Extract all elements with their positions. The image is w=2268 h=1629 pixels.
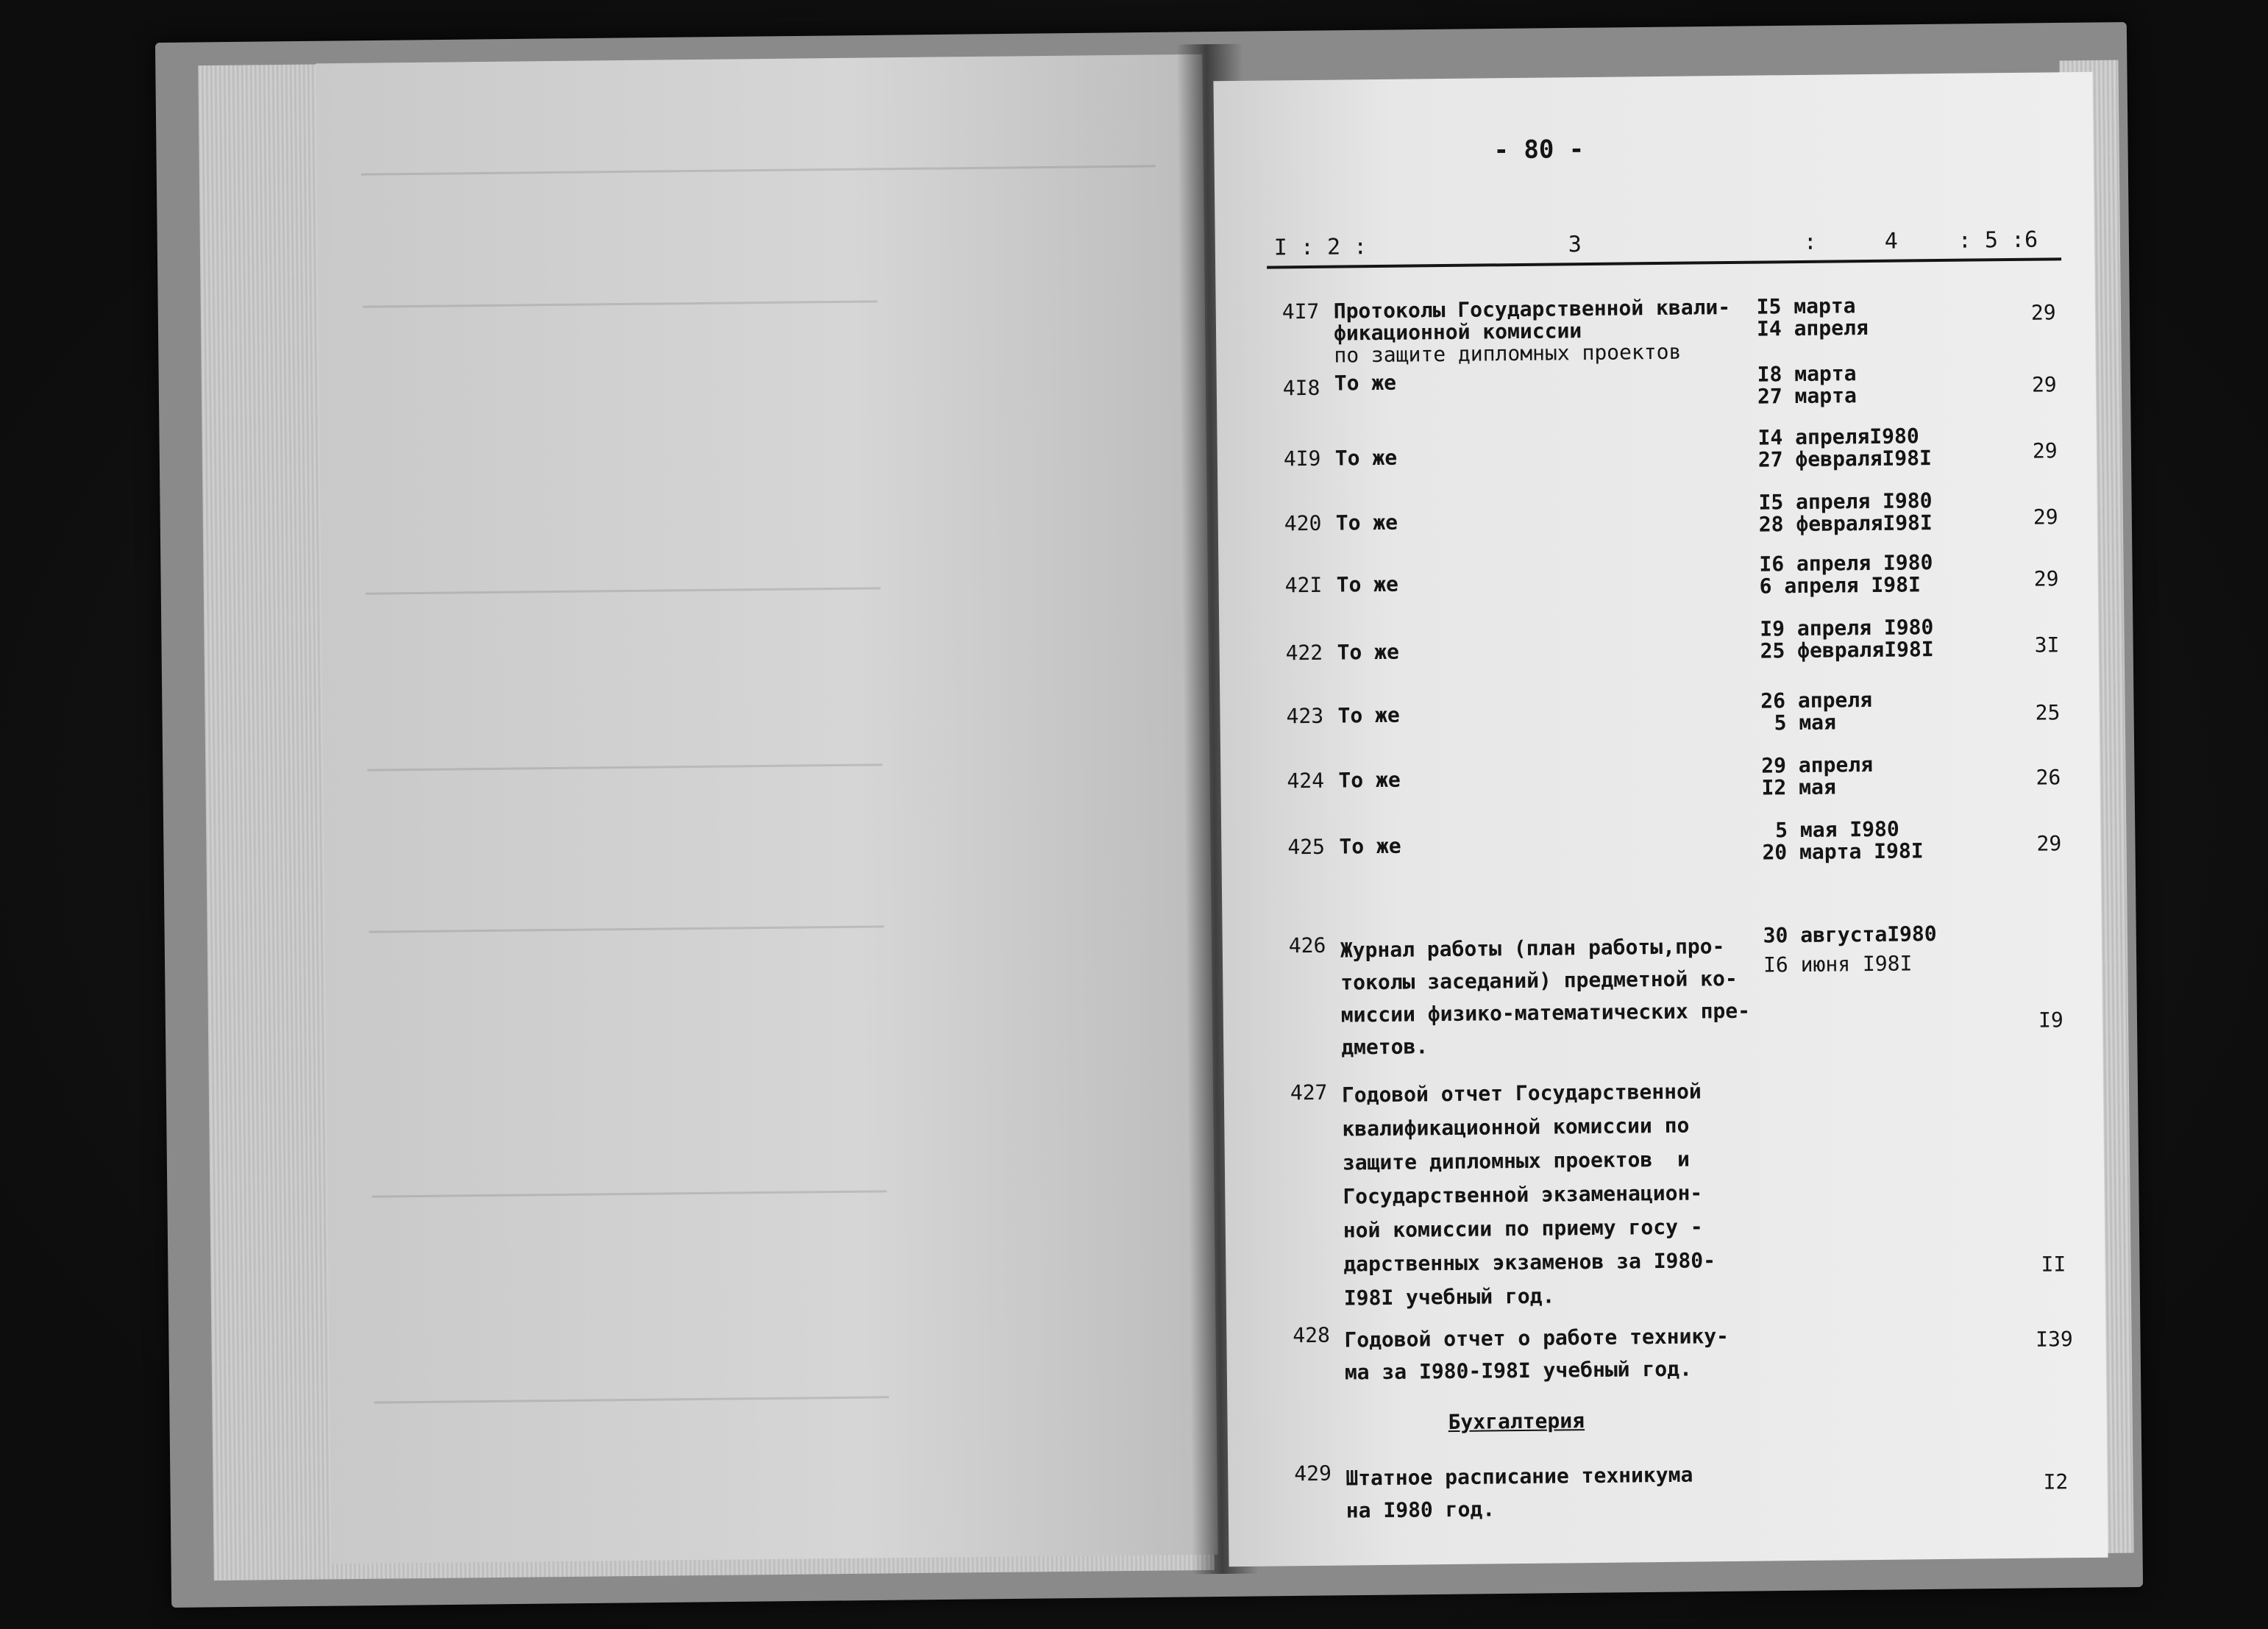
table-row: [1228, 1455, 2107, 1523]
column-header-separator: :: [1803, 229, 1818, 255]
row-date-end: 28 февраляI98I: [1758, 510, 1933, 537]
row-sheets: 29: [2032, 438, 2058, 463]
row-date-start: I4 апреляI980: [1757, 424, 1919, 450]
column-header-3: 3: [1568, 232, 1582, 258]
table-row: [1226, 1316, 2105, 1385]
row-title-line: дарственных экзаменов за I980-: [1343, 1248, 1716, 1277]
row-dates: [1757, 425, 1972, 471]
row-dates: [1759, 552, 1973, 598]
table-row: [1219, 615, 2098, 666]
row-dates: [1757, 294, 1971, 341]
left-page-ghost-line: [369, 925, 884, 933]
row-date-start: 30 августаI980: [1763, 922, 1937, 948]
row-title-line: ма за I980-I98I учебный год.: [1344, 1356, 1693, 1385]
row-number: 4I7: [1281, 299, 1320, 324]
row-title-line: То же: [1336, 571, 1399, 597]
row-date-start: I6 апреля I980: [1759, 550, 1933, 577]
row-number: 4I8: [1282, 375, 1320, 401]
row-title-line: То же: [1338, 767, 1401, 793]
row-date-start: I8 марта: [1757, 361, 1857, 387]
row-date-start: 5 мая I980: [1774, 816, 1899, 843]
table-row: [1217, 424, 2096, 472]
row-dates: [1761, 753, 1975, 799]
row-number: 429: [1294, 1461, 1332, 1486]
row-title-line: Годовой отчет Государственной: [1341, 1079, 1702, 1108]
table-row: [1222, 918, 2101, 1060]
row-title: [1342, 1074, 1763, 1316]
row-title-line: То же: [1337, 639, 1400, 665]
row-number: 426: [1288, 933, 1326, 958]
row-number: 424: [1287, 768, 1325, 794]
row-dates: [1757, 362, 1972, 408]
left-page-ghost-line: [366, 587, 881, 594]
row-title: [1336, 570, 1755, 596]
row-sheets: 26: [2036, 765, 2061, 790]
row-title-line: То же: [1334, 445, 1398, 471]
row-date-end: 5 мая: [1774, 710, 1837, 735]
row-title: [1345, 1458, 1766, 1528]
row-title-line: То же: [1339, 833, 1401, 859]
row-dates: [1763, 919, 1977, 980]
column-header-1-2: I : 2 :: [1273, 234, 1368, 261]
row-title-line: Государственной экзаменацион-: [1343, 1180, 1703, 1209]
table-row: [1224, 1066, 2103, 1311]
row-title-line: квалификационной комиссии по: [1342, 1113, 1690, 1141]
row-title: [1340, 930, 1761, 1064]
row-date-start: I5 марта: [1756, 293, 1856, 319]
row-title-line: фикационной комиссии: [1333, 318, 1582, 346]
row-title-line: Годовой отчет о работе технику-: [1344, 1324, 1730, 1352]
row-title-line: То же: [1334, 370, 1397, 396]
row-sheets: 3I: [2034, 632, 2060, 657]
row-number: 420: [1284, 510, 1322, 536]
left-page: [316, 54, 1217, 1564]
row-date-end: 25 февраляI98I: [1760, 637, 1934, 663]
row-date-end: I2 мая: [1761, 774, 1836, 800]
row-title: [1337, 638, 1756, 664]
row-date-start: 29 апреля: [1761, 752, 1874, 778]
row-title-line: ной комиссии по приему госу -: [1343, 1214, 1703, 1243]
left-page-ghost-line: [374, 1396, 889, 1403]
row-sheets: 25: [2035, 700, 2061, 725]
row-title-line: защите дипломных проектов и: [1342, 1147, 1691, 1175]
row-title-line: То же: [1337, 702, 1400, 728]
row-number: 428: [1293, 1322, 1331, 1348]
row-sheets: 29: [2030, 300, 2056, 325]
row-title: [1339, 832, 1758, 858]
row-title-line: дметов.: [1341, 1034, 1429, 1060]
row-date-end: I6 июня I98I: [1763, 951, 1913, 977]
row-number: 425: [1287, 834, 1326, 860]
row-title-line: по защите дипломных проектов: [1334, 339, 1682, 368]
column-header-5-6: : 5 :6: [1958, 227, 2038, 254]
row-title-line: Протоколы Государственной квали-: [1333, 294, 1731, 324]
table-row: [1220, 737, 2100, 800]
row-title: [1338, 766, 1757, 792]
row-sheets: 29: [2031, 372, 2057, 397]
left-page-ghost-line: [367, 763, 882, 771]
row-title-line: токолы заседаний) предметной ко-: [1340, 966, 1738, 995]
row-number: 4I9: [1283, 446, 1321, 471]
row-sheets: I2: [2043, 1469, 2069, 1494]
row-title-line: I98I учебный год.: [1343, 1283, 1555, 1311]
row-title-line: Штатное расписание техникума: [1345, 1462, 1693, 1491]
row-date-end: 6 апреля I98I: [1759, 572, 1922, 599]
row-title: [1344, 1320, 1764, 1389]
page-number: - 80 -: [1493, 135, 1585, 165]
table-row: [1218, 550, 2097, 599]
left-page-ghost-line: [363, 300, 878, 307]
row-title: [1335, 443, 1755, 470]
row-date-end: 27 февраляI98I: [1757, 446, 1933, 472]
row-number: 42I: [1284, 572, 1323, 598]
row-title: [1337, 701, 1757, 727]
row-date-start: 26 апреля: [1760, 687, 1873, 713]
row-title-line: То же: [1335, 510, 1398, 535]
row-title: [1334, 368, 1754, 395]
row-sheets: I39: [2035, 1327, 2073, 1352]
row-number: 427: [1290, 1080, 1328, 1105]
table-row: [1221, 800, 2100, 865]
row-date-start: I9 апреля I980: [1760, 615, 1934, 641]
table-row: [1220, 675, 2099, 735]
row-title-line: миссии физико-математических пре-: [1340, 998, 1751, 1027]
row-title-line: на I980 год.: [1345, 1497, 1496, 1523]
row-sheets: II: [2041, 1252, 2066, 1277]
row-dates: [1762, 818, 1976, 864]
row-dates: [1758, 490, 1972, 536]
row-number: 423: [1286, 703, 1324, 729]
table-row: [1216, 293, 2095, 368]
row-sheets: 29: [2036, 831, 2062, 856]
row-sheets: 29: [2033, 505, 2058, 530]
row-sheets: I9: [2038, 1008, 2063, 1033]
row-date-end: I4 апреля: [1756, 316, 1869, 341]
row-dates: [1760, 616, 1974, 663]
right-page: [1213, 72, 2108, 1566]
row-number: 422: [1285, 640, 1323, 666]
left-page-ghost-line: [372, 1190, 886, 1197]
row-dates: [1760, 688, 1974, 735]
row-date-end: 20 марта I98I: [1762, 838, 1924, 865]
row-date-end: 27 марта: [1757, 383, 1858, 409]
row-sheets: 29: [2033, 566, 2059, 591]
row-title-line: Журнал работы (план работы,про-: [1340, 934, 1725, 963]
row-title: [1336, 508, 1755, 535]
column-header-4: 4: [1884, 228, 1899, 254]
section-heading: Бухгалтерия: [1448, 1408, 1585, 1435]
table-row: [1217, 488, 2097, 537]
row-date-start: I5 апреля I980: [1758, 488, 1933, 515]
left-page-ghost-rule: [361, 165, 1156, 175]
row-title: [1334, 296, 1754, 367]
